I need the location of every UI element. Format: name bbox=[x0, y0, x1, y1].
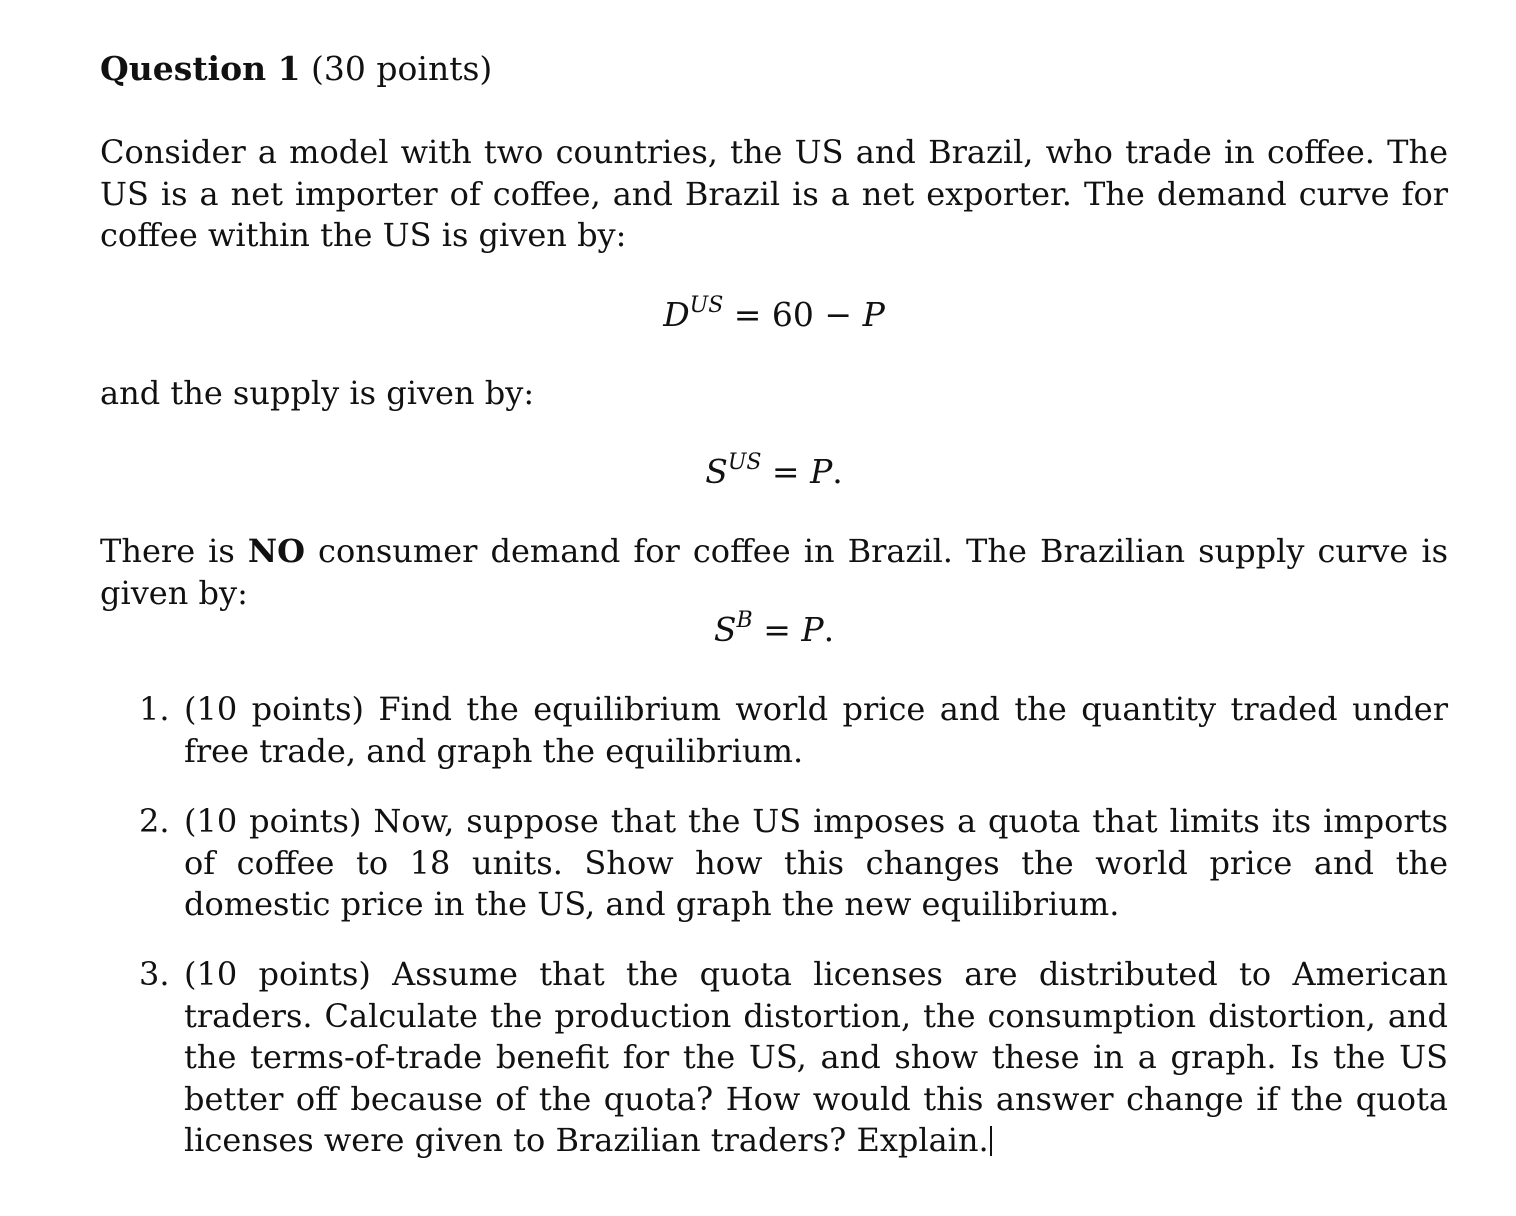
brazil-text-bold: NO bbox=[247, 532, 305, 570]
brazil-text-after: consumer demand for coffee in Brazil. The Brazilian supply curve is given by: bbox=[100, 532, 1449, 612]
list-item-text bbox=[184, 954, 1448, 1162]
list-item-number: 2. bbox=[139, 802, 170, 840]
intro-paragraph: Consider a model with two countries, the US and Brazil, who trade in coffee. The US is a net importer of coffee, and Brazil is a net exporter. The demand curve for coffee within the US is given by: bbox=[100, 133, 1448, 254]
list-item-text-content: (10 points) Assume that the quota licenses are distributed to American traders. Calculate the production distortion, the consumption distortion, and the terms-of-trade benefit for the US, and show these in a graph. Is the US better off because of the quota? How would this answer change if the quota licenses were given to Brazilian traders? Explain. bbox=[184, 955, 1448, 1159]
us-supply-var: S bbox=[705, 452, 728, 491]
demand-rhs: = 60 − bbox=[733, 295, 863, 334]
brazil-supply-eq: = bbox=[752, 610, 802, 649]
brazil-supply-equation bbox=[100, 608, 1448, 652]
list-item-text: (10 points) Find the equilibrium world price and the quantity traded under free trade, and graph the equilibrium. bbox=[184, 690, 1448, 770]
demand-rhs-var: P bbox=[862, 295, 885, 334]
list-item-number: 1. bbox=[139, 690, 170, 728]
question-points: (30 points) bbox=[311, 49, 493, 88]
brazil-supply-var: S bbox=[713, 610, 737, 649]
brazil-supply-rhs: P bbox=[801, 610, 824, 649]
us-supply-sup: US bbox=[727, 450, 762, 475]
us-supply-end: . bbox=[832, 452, 843, 491]
list-item-number: 3. bbox=[139, 955, 170, 993]
brazil-text-before: There is bbox=[100, 532, 248, 570]
us-supply-equation bbox=[100, 450, 1448, 494]
us-supply-rhs: P bbox=[810, 452, 833, 491]
brazil-paragraph bbox=[100, 531, 1448, 614]
us-supply-eq: = bbox=[761, 452, 811, 491]
demand-var: D bbox=[663, 295, 690, 334]
list-item-text: (10 points) Now, suppose that the US imposes a quota that limits its imports of coffee to 18 units. Show how this changes the world price and the domestic price in the US, and graph the new equilibrium. bbox=[184, 802, 1448, 923]
brazil-supply-end: . bbox=[823, 610, 835, 649]
brazil-supply-sup: B bbox=[736, 608, 753, 633]
text-cursor bbox=[990, 1126, 992, 1156]
question-heading bbox=[100, 44, 492, 94]
demand-sup: US bbox=[689, 293, 724, 318]
question-label: Question 1 bbox=[100, 49, 301, 88]
demand-equation bbox=[100, 293, 1448, 337]
supply-intro: and the supply is given by: bbox=[100, 374, 535, 412]
